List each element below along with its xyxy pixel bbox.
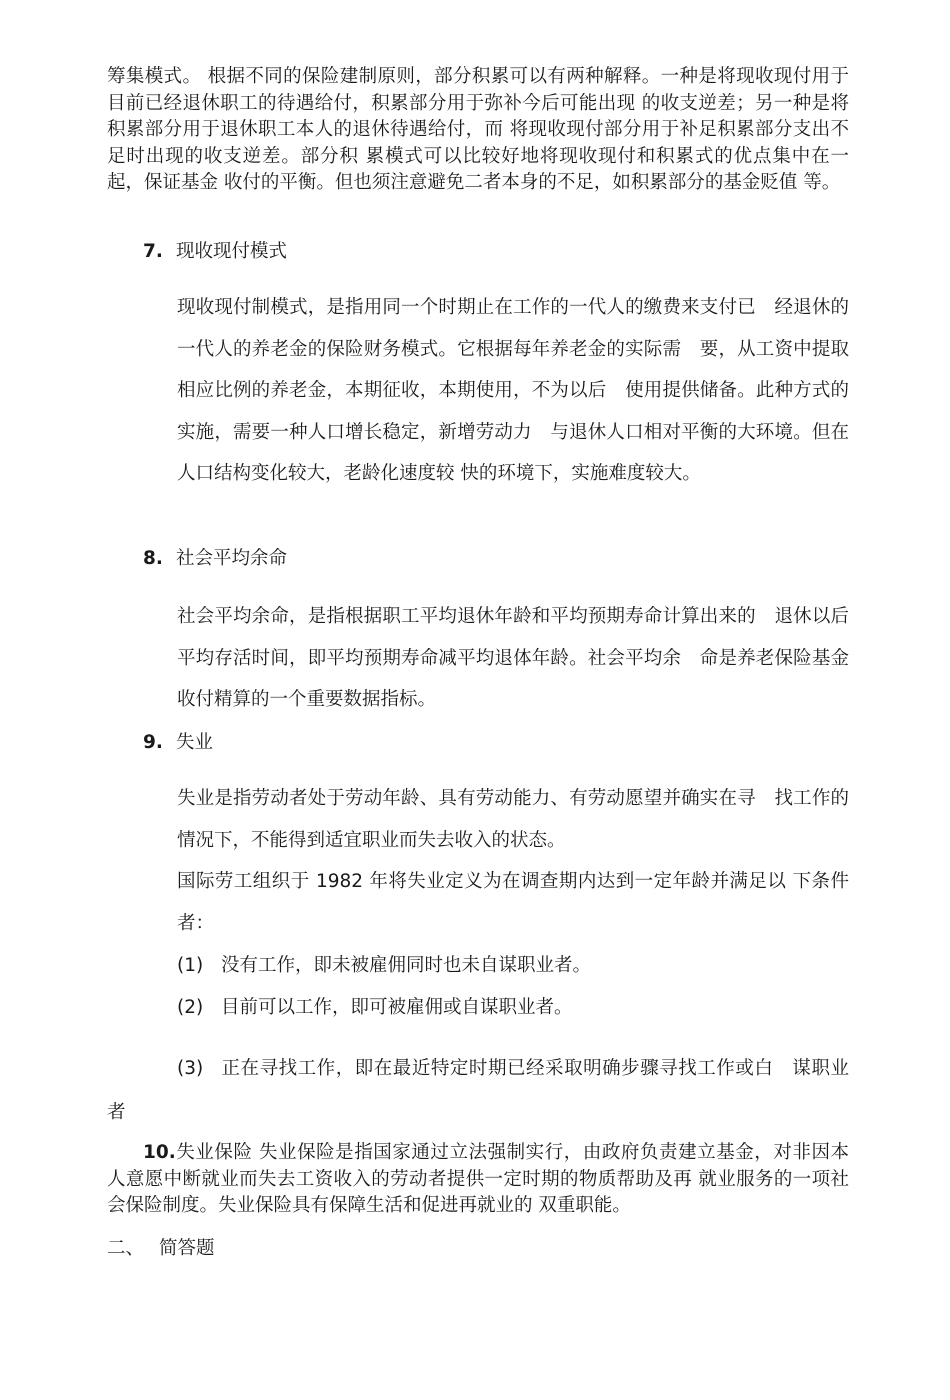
heading-7-number: 7.	[143, 241, 163, 262]
list-item-text: 正在寻找工作，即在最近特定时期已经采取明确步骤寻找工作或白 谋职业者	[107, 1058, 849, 1123]
list-item-text: 目前可以工作，即可被雇佣或自谋职业者。	[221, 997, 573, 1018]
heading-9-number: 9.	[143, 732, 163, 753]
heading-8	[143, 546, 287, 572]
section-9-body: 失业是指劳动者处于劳动年龄、具有劳动能力、有劳动愿望并确实在寻 找工作的情况下，不能得到适宜职业而失去收入的状态。	[177, 788, 849, 851]
list-item	[107, 1047, 849, 1135]
section-10-number: 10.	[143, 1142, 176, 1163]
ilo-definition: 国际劳工组织于 1982 年将失业定义为在调查期内达到一定年龄并满足以 下条件者：	[177, 871, 849, 934]
heading-7	[143, 239, 287, 265]
section-10-paragraph	[107, 1140, 868, 1220]
part-2-heading	[107, 1236, 215, 1262]
part-2-title: 简答题	[159, 1238, 215, 1259]
list-item	[177, 953, 591, 979]
heading-8-title: 社会平均余命	[176, 548, 288, 569]
heading-9-title: 失业	[176, 732, 214, 753]
section-10-text: 失业保险 失业保险是指国家通过立法强制实行，由政府负责建立基金，对非因本 人意愿中断就业而失去工资收入的劳动者提供一定时期的物质帮助及再 就业服务的一项社会保险制度。失业保险具有保障生活和促进再就业的 双重职能。	[107, 1142, 868, 1216]
section-8-body: 社会平均余命，是指根据职工平均退休年龄和平均预期寿命计算出来的 退休以后平均存活时间，即平均预期寿命减平均退体年龄。社会平均余 命是养老保险基金收付精算的一个重要数据指标。	[177, 606, 849, 710]
heading-9	[143, 730, 213, 756]
list-item-number: (3)	[177, 1058, 204, 1079]
heading-7-title: 现收现付模式	[176, 241, 288, 262]
list-item-text: 没有工作，即未被雇佣同时也未自谋职业者。	[221, 955, 592, 976]
intro-paragraph: 筹集模式。 根据不同的保险建制原则，部分积累可以有两种解释。一种是将现收现付用于目前已经退休职工的待遇给付，积累部分用于弥补今后可能出现 的收支逆差；另一种是将积累部分用于退休职工本人的退休待遇给付，而 将现收现付部分用于补足积累部分支出不足时出现的收支逆差。部分积 累模式可以比较好地将现收现付和积累式的优点集中在一起，保证基金 收付的平衡。但也须注意避免二者本身的不足，如积累部分的基金贬值 等。	[107, 66, 849, 193]
part-2-number: 二、	[107, 1238, 145, 1259]
list-item-number: (1)	[177, 955, 204, 976]
list-item-number: (2)	[177, 997, 204, 1018]
list-item	[177, 995, 573, 1021]
heading-8-number: 8.	[143, 548, 163, 569]
section-7-body: 现收现付制模式，是指用同一个时期止在工作的一代人的缴费来支付已 经退休的一代人的养老金的保险财务模式。它根据每年养老金的实际需 要，从工资中提取相应比例的养老金，本期征收，本期使用，不为以后 使用提供储备。此种方式的实施，需要一种人口增长稳定，新增劳动力 与退休人口相对平衡的大环境。但在人口结构变化较大，老龄化速度较 快的环境下，实施难度较大。	[177, 297, 849, 484]
